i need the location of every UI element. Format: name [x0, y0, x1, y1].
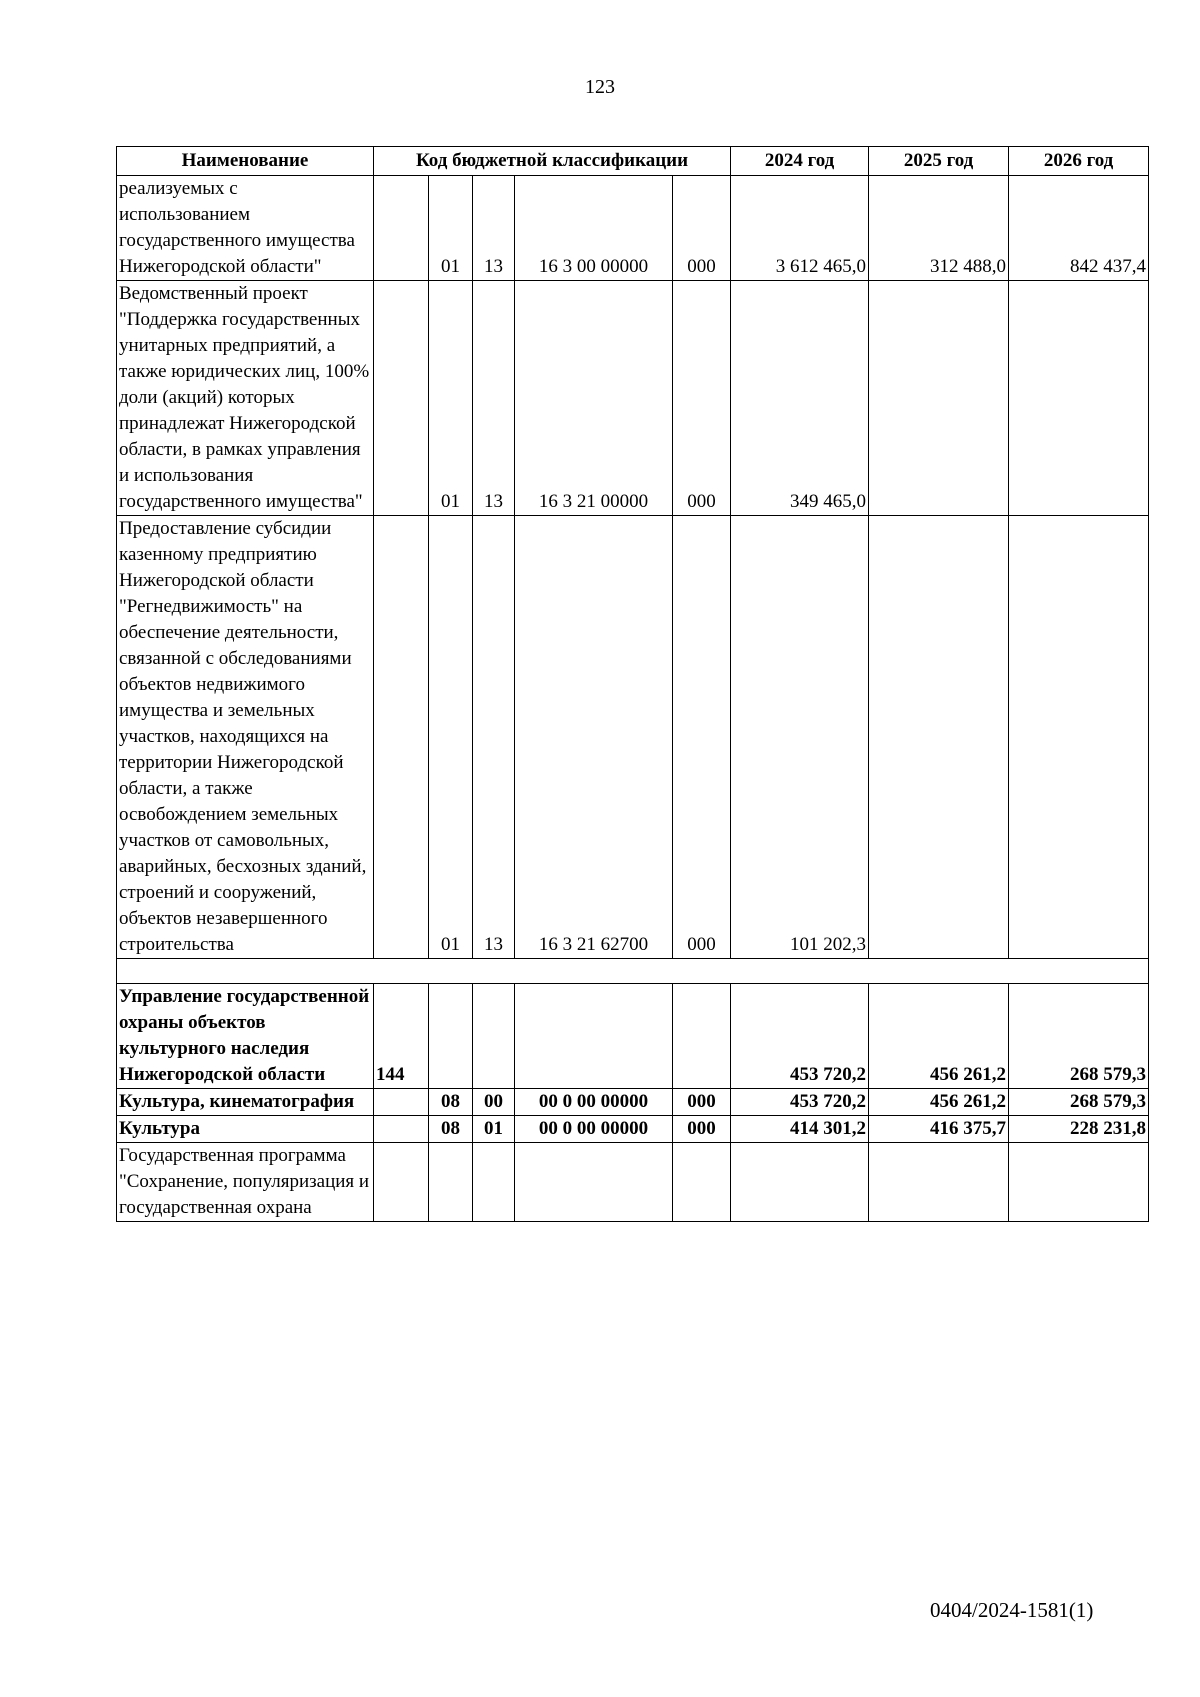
row-csr: [515, 1143, 673, 1222]
row-vr: [673, 984, 731, 1089]
row-2024: 453 720,2: [731, 1089, 869, 1116]
table-row: [117, 176, 1149, 281]
row-rz: 08: [429, 1089, 473, 1116]
row-2025: 312 488,0: [869, 176, 1009, 281]
row-2026: 268 579,3: [1009, 1089, 1149, 1116]
row-2024: 349 465,0: [731, 281, 869, 516]
row-2025: 416 375,7: [869, 1116, 1009, 1143]
row-2025: 456 261,2: [869, 984, 1009, 1089]
row-2026: 268 579,3: [1009, 984, 1149, 1089]
table-row: [117, 1143, 1149, 1222]
row-2026: [1009, 1143, 1149, 1222]
row-ved: [374, 176, 429, 281]
header-name: Наименование: [117, 147, 374, 176]
row-vr: 000: [673, 281, 731, 516]
row-2026: [1009, 281, 1149, 516]
row-name: Государственная программа "Сохранение, популяризация и государственная охрана: [117, 1143, 374, 1222]
row-csr: 16 3 21 00000: [515, 281, 673, 516]
row-2024: [731, 1143, 869, 1222]
row-pr: 01: [473, 1116, 515, 1143]
row-vr: 000: [673, 176, 731, 281]
row-name: Ведомственный проект "Поддержка государственных унитарных предприятий, а также юридических лиц, 100% доли (акций) которых принадлежат Нижегородской области, в рамках управления и использования государственного имущества": [117, 281, 374, 516]
row-csr: 00 0 00 00000: [515, 1116, 673, 1143]
table-row: [117, 984, 1149, 1089]
header-2024: 2024 год: [731, 147, 869, 176]
page-number: 123: [585, 76, 615, 98]
table-row: [117, 281, 1149, 516]
row-pr: [473, 984, 515, 1089]
row-rz: [429, 984, 473, 1089]
row-2025: [869, 516, 1009, 959]
row-ved: [374, 281, 429, 516]
row-vr: 000: [673, 1116, 731, 1143]
row-vr: 000: [673, 1089, 731, 1116]
table-row: [117, 516, 1149, 959]
row-2024: 453 720,2: [731, 984, 869, 1089]
row-2024: 414 301,2: [731, 1116, 869, 1143]
row-ved: [374, 1116, 429, 1143]
row-rz: 01: [429, 516, 473, 959]
row-ved: [374, 1089, 429, 1116]
row-rz: [429, 1143, 473, 1222]
row-2025: [869, 281, 1009, 516]
row-csr: 16 3 21 62700: [515, 516, 673, 959]
row-2024: 3 612 465,0: [731, 176, 869, 281]
row-csr: [515, 984, 673, 1089]
row-pr: 13: [473, 516, 515, 959]
header-2025: 2025 год: [869, 147, 1009, 176]
row-pr: [473, 1143, 515, 1222]
header-code: Код бюджетной классификации: [374, 147, 731, 176]
row-2025: 456 261,2: [869, 1089, 1009, 1116]
row-pr: 00: [473, 1089, 515, 1116]
row-2026: 842 437,4: [1009, 176, 1149, 281]
row-rz: 08: [429, 1116, 473, 1143]
row-name: Управление государственной охраны объектов культурного наследия Нижегородской области: [117, 984, 374, 1089]
row-rz: 01: [429, 281, 473, 516]
budget-table: [116, 146, 1149, 1222]
row-vr: [673, 1143, 731, 1222]
row-2026: 228 231,8: [1009, 1116, 1149, 1143]
header-2026: 2026 год: [1009, 147, 1149, 176]
row-name: Культура, кинематография: [117, 1089, 374, 1116]
row-2025: [869, 1143, 1009, 1222]
row-2026: [1009, 516, 1149, 959]
row-2024: 101 202,3: [731, 516, 869, 959]
document-code: 0404/2024-1581(1): [930, 1598, 1094, 1622]
row-csr: 16 3 00 00000: [515, 176, 673, 281]
spacer-row: [117, 959, 1149, 984]
row-pr: 13: [473, 281, 515, 516]
row-rz: 01: [429, 176, 473, 281]
row-vr: 000: [673, 516, 731, 959]
row-ved: [374, 516, 429, 959]
row-name: реализуемых с использованием государственного имущества Нижегородской области": [117, 176, 374, 281]
row-name: Культура: [117, 1116, 374, 1143]
row-ved: 144: [374, 984, 429, 1089]
row-name: Предоставление субсидии казенному предприятию Нижегородской области "Регнедвижимость" на обеспечение деятельности, связанной с обследованиями объектов недвижимого имущества и земельных участков, находящихся на территории Нижегородской области, а также освобождением земельных участков от самовольных, аварийных, бесхозных зданий, строений и сооружений, объектов незавершенного строительства: [117, 516, 374, 959]
table-row: [117, 1116, 1149, 1143]
table-header-row: [117, 147, 1149, 176]
spacer-cell: [117, 959, 1149, 984]
table-row: [117, 1089, 1149, 1116]
row-csr: 00 0 00 00000: [515, 1089, 673, 1116]
row-ved: [374, 1143, 429, 1222]
row-pr: 13: [473, 176, 515, 281]
